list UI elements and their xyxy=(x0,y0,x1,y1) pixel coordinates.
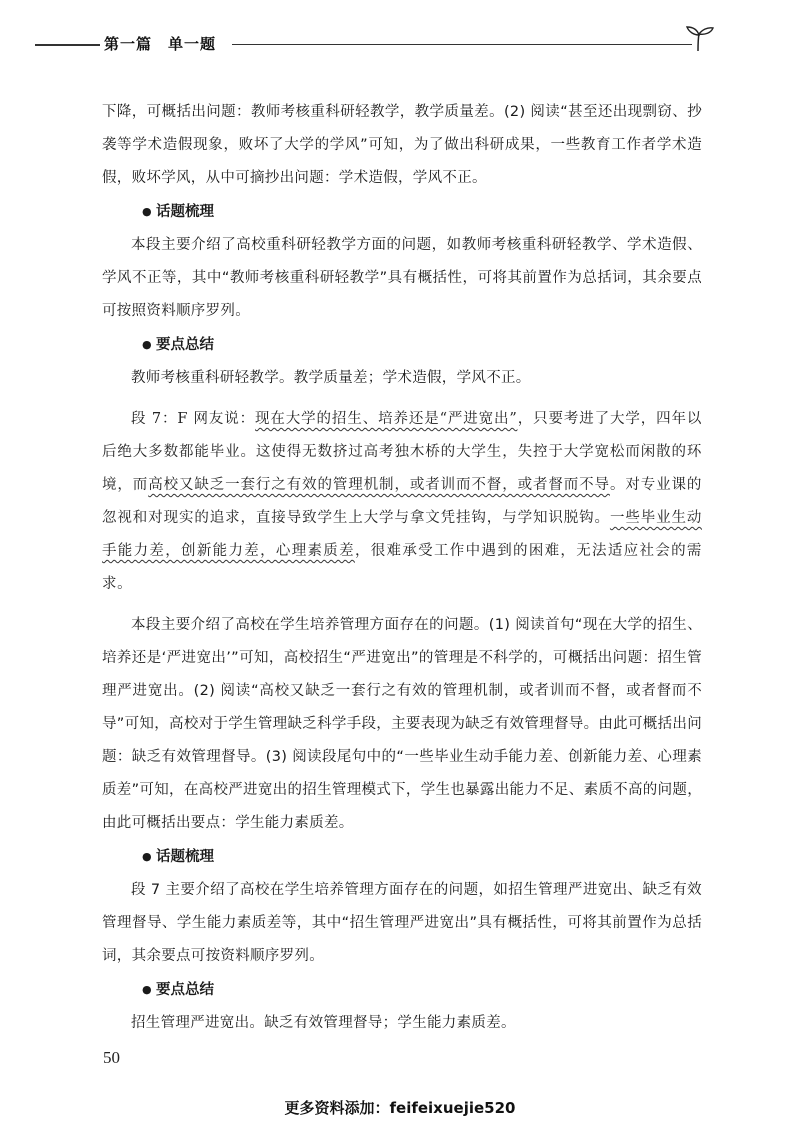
footer-note: 更多资料添加：feifeixuejie520 xyxy=(284,1099,516,1117)
marked-phrase-1: 现在大学的招生、培养还是“严进宽出” xyxy=(255,411,518,427)
section-heading-topic xyxy=(102,840,702,874)
spacer xyxy=(102,601,702,609)
marked-phrase-2: 高校又缺乏一套行之有效的管理机制，或者训而不督，或者督而不导 xyxy=(148,477,610,493)
paragraph-key-points: 招生管理严进宽出。缺乏有效管理督导；学生能力素质差。 xyxy=(131,1015,516,1031)
section-heading-key-points xyxy=(102,328,702,362)
heading-text: 话题梳理 xyxy=(156,204,214,220)
header-rule-left xyxy=(35,44,100,46)
sprout-icon xyxy=(680,24,716,52)
heading-text: 话题梳理 xyxy=(156,849,214,865)
header-title: 第一篇 单一题 xyxy=(104,35,217,53)
bullet-icon: ● xyxy=(142,338,152,351)
source-label: 段 7：F 网友说： xyxy=(131,411,256,427)
heading-text: 要点总结 xyxy=(156,337,214,353)
source-paragraph-7 xyxy=(102,403,702,601)
heading-text: 要点总结 xyxy=(156,982,214,998)
bullet-icon: ● xyxy=(142,983,152,996)
paragraph-analysis: 本段主要介绍了高校在学生培养管理方面存在的问题。(1) 阅读首句“现在大学的招生、培养还是‘严进宽出’”可知，高校招生“严进宽出”的管理是不科学的，可概括出问题：招生管理严进宽出。(2) 阅读“高校又缺乏一套行之有效的管理机制，或者训而不督，或者督而不导”可知，高校对于学生管理缺乏科学手段，主要表现为缺乏有效管理督导。由此可概括出问题：缺乏有效管理督导。(3) 阅读段尾句中的“一些毕业生动手能力差、创新能力差、心理素质差”可知，在高校严进宽出的招生管理模式下，学生也暴露出能力不足、素质不高的问题，由此可概括出要点：学生能力素质差。 xyxy=(102,617,702,831)
paragraph-key-points: 教师考核重科研轻教学。教学质量差；学术造假，学风不正。 xyxy=(131,370,531,386)
section-heading-topic xyxy=(102,195,702,229)
paragraph-topic-summary: 本段主要介绍了高校重科研轻教学方面的问题，如教师考核重科研轻教学、学术造假、学风不正等，其中“教师考核重科研轻教学”具有概括性，可将其前置作为总括词，其余要点可按照资料顺序罗列。 xyxy=(102,237,702,319)
paragraph-continued: 下降，可概括出问题：教师考核重科研轻教学，教学质量差。(2) 阅读“甚至还出现剽窃、抄袭等学术造假现象，败坏了大学的学风”可知，为了做出科研成果，一些教育工作者学术造假，败坏学风，从中可摘抄出问题：学术造假，学风不正。 xyxy=(102,104,702,186)
page-body xyxy=(102,96,702,1040)
bullet-icon: ● xyxy=(142,850,152,863)
marked-phrase-3: 一些毕业生动手能力差，创新能力差，心理素质差 xyxy=(102,510,702,559)
page-number: 50 xyxy=(103,1048,120,1067)
source-text: ，只要考进了大学，四年以后绝大多数都能毕业。这使得无数挤过高考独木桥的大学生，失控于大学宽松而闲散的环境，而 xyxy=(102,411,703,493)
spacer xyxy=(102,395,702,403)
bullet-icon: ● xyxy=(142,205,152,218)
header-rule-right xyxy=(232,44,692,45)
page-header xyxy=(0,30,800,60)
section-heading-key-points xyxy=(102,973,702,1007)
source-text: ，很难承受工作中遇到的困难，无法适应社会的需求。 xyxy=(102,543,702,592)
source-text: 。对专业课的忽视和对现实的追求，直接导致学生上大学与拿文凭挂钩，与学知识脱钩。 xyxy=(102,477,702,526)
paragraph-topic-summary: 段 7 主要介绍了高校在学生培养管理方面存在的问题，如招生管理严进宽出、缺乏有效管理督导、学生能力素质差等，其中“招生管理严进宽出”具有概括性，可将其前置作为总括词，其余要点可按资料顺序罗列。 xyxy=(102,882,702,964)
